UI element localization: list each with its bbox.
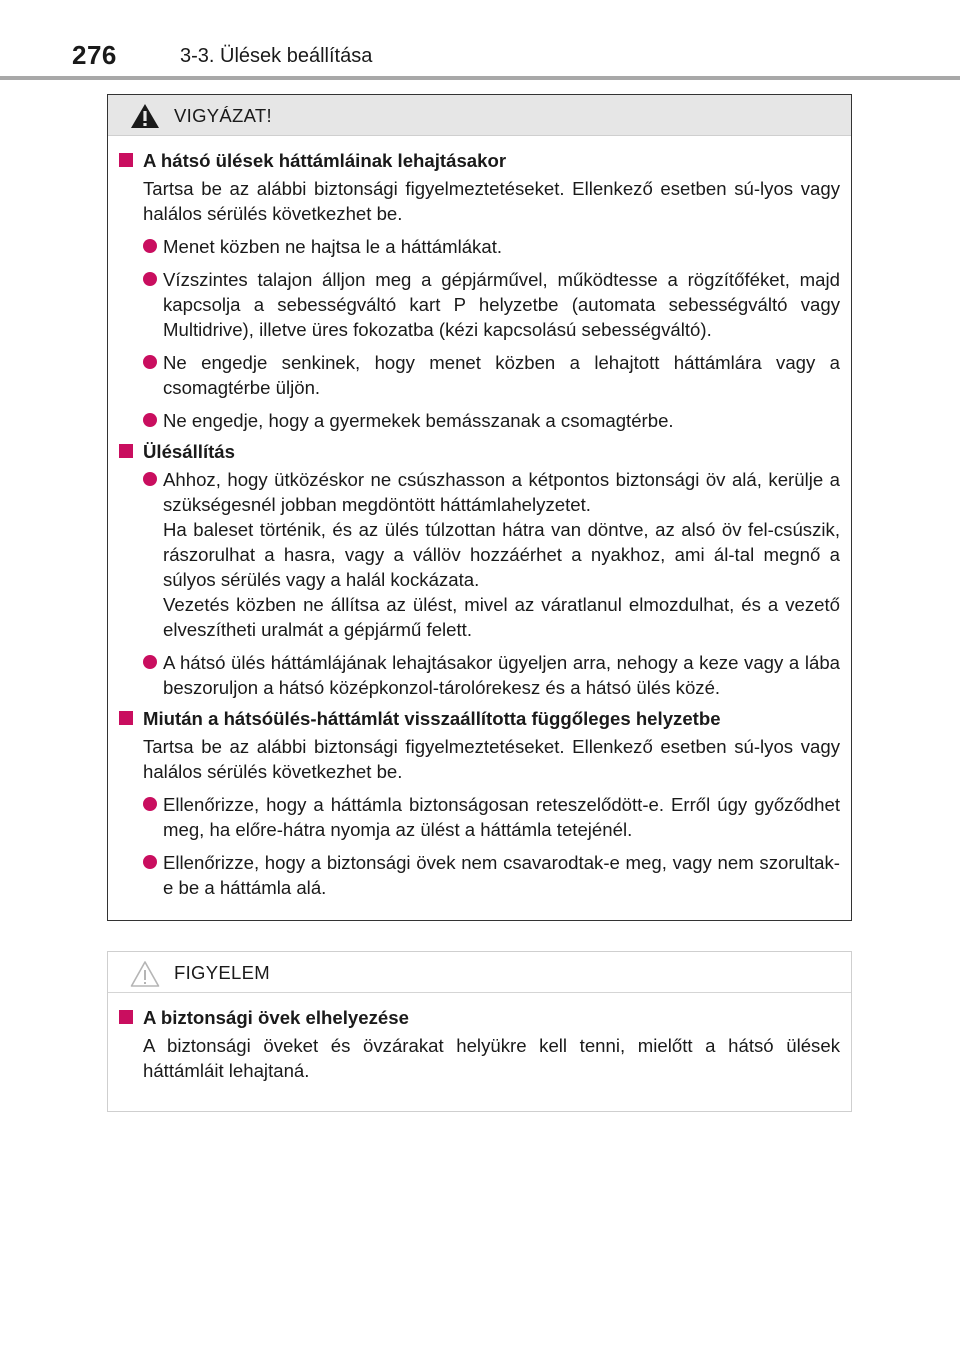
list-item: Ellenőrizze, hogy a háttámla biztonságosan reteszelődött-e. Erről úgy győződhet meg, ha előre-hátra nyomja az ülést a háttámla tetejénél.	[119, 792, 840, 842]
section-text: A biztonsági öveket és övzárakat helyükre kell tenni, mielőtt a hátsó ülések háttámláit lehajtaná.	[143, 1035, 840, 1081]
section-heading: Ülésállítás	[119, 439, 840, 464]
list-item: Ellenőrizze, hogy a biztonsági övek nem csavarodtak-e meg, vagy nem szorultak-e be a háttámla alá.	[119, 850, 840, 900]
round-bullet-icon	[143, 655, 157, 669]
warning-header	[108, 95, 851, 136]
section-heading: A hátsó ülések háttámláinak lehajtásakor	[119, 148, 840, 173]
square-bullet-icon	[119, 1010, 133, 1024]
square-bullet-icon	[119, 444, 133, 458]
section-heading: A biztonsági övek elhelyezése	[119, 1005, 840, 1030]
warning-body	[108, 136, 851, 920]
warning-label: VIGYÁZAT!	[174, 105, 272, 126]
page-header	[0, 0, 960, 80]
round-bullet-icon	[143, 472, 157, 486]
section-title: 3-3. Ülések beállítása	[180, 45, 373, 67]
notice-body	[108, 993, 851, 1103]
square-bullet-icon	[119, 711, 133, 725]
list-item: Ne engedje, hogy a gyermekek bemásszanak a csomagtérbe.	[119, 408, 840, 433]
notice-header	[108, 952, 851, 993]
section-text: Tartsa be az alábbi biztonsági figyelmeztetéseket. Ellenkező esetben sú-lyos vagy halálos sérülés következhet be.	[143, 178, 840, 224]
warning-box	[107, 94, 852, 921]
round-bullet-icon	[143, 413, 157, 427]
round-bullet-icon	[143, 239, 157, 253]
list-item: Vízszintes talajon álljon meg a gépjárművel, működtesse a rögzítőféket, majd kapcsolja a sebességváltó kart P helyzetbe (automata sebességváltó vagy Multidrive), illetve üres fokozatba (kézi kapcsolású sebességváltó).	[119, 267, 840, 342]
warning-triangle-icon	[130, 103, 160, 129]
section-heading: Miután a hátsóülés-háttámlát visszaállította függőleges helyzetbe	[119, 706, 840, 731]
round-bullet-icon	[143, 355, 157, 369]
round-bullet-icon	[143, 797, 157, 811]
section-text: Tartsa be az alábbi biztonsági figyelmeztetéseket. Ellenkező esetben sú-lyos vagy halálos sérülés következhet be.	[143, 736, 840, 782]
list-item: Ne engedje senkinek, hogy menet közben a lehajtott háttámlára vagy a csomagtérbe üljön.	[119, 350, 840, 400]
square-bullet-icon	[119, 153, 133, 167]
round-bullet-icon	[143, 855, 157, 869]
list-item: Menet közben ne hajtsa le a háttámlákat.	[119, 234, 840, 259]
round-bullet-icon	[143, 272, 157, 286]
notice-box	[107, 951, 852, 1112]
page-number: 276	[72, 40, 117, 70]
list-item: Ahhoz, hogy ütközéskor ne csúszhasson a kétpontos biztonsági öv alá, kerülje a szükségesnél jobban megdöntött háttámlahelyzetet. Ha baleset történik, és az ülés túlzottan hátra van döntve, az alsó öv fel-csúszik, rászorulhat a hasra, vagy a vállöv hozzáérhet a nyakhoz, ami ál-tal megnő a súlyos sérülés vagy a halál kockázata. Vezetés közben ne állítsa az ülést, mivel az váratlanul elmozdulhat, és a vezető elveszítheti uralmát a gépjármű felett.	[119, 467, 840, 642]
list-item: A hátsó ülés háttámlájának lehajtásakor ügyeljen arra, nehogy a keze vagy a lába beszoruljon a hátsó középkonzol-tárolórekesz és a hátsó ülés közé.	[119, 650, 840, 700]
caution-triangle-outline-icon	[130, 960, 160, 988]
header-rule	[0, 76, 960, 80]
notice-label: FIGYELEM	[174, 962, 270, 983]
